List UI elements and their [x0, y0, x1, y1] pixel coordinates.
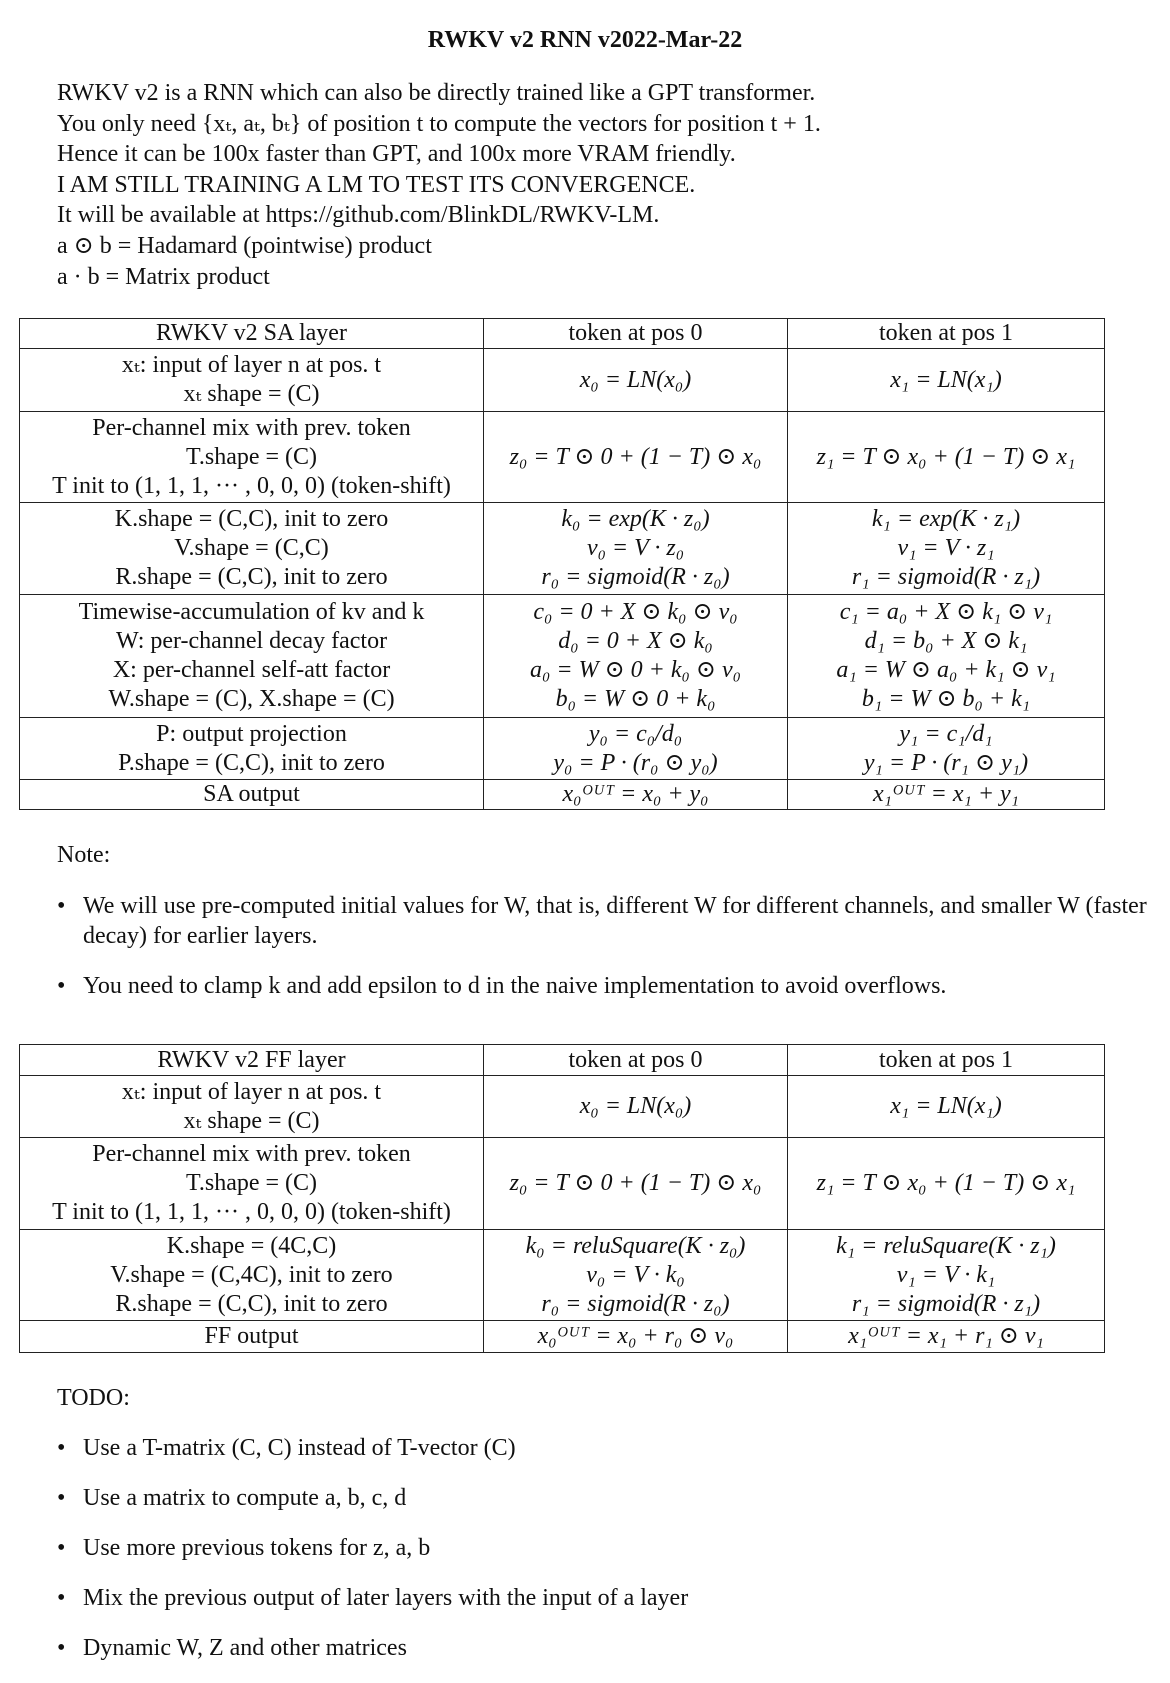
cell-text: T init to (1, 1, 1, ··· , 0, 0, 0) (token-shift): [52, 472, 451, 499]
formula-cell: [788, 412, 1105, 503]
formula: k₀ = exp(K · z₀): [561, 506, 710, 532]
description-cell: [20, 412, 484, 503]
formula-cell: [788, 349, 1105, 412]
formula: r₁ = sigmoid(R · z₁): [851, 1290, 1041, 1317]
intro-line: You only need {xₜ, aₜ, bₜ} of position t to compute the vectors for position t + 1.: [57, 110, 821, 137]
cell-text: RWKV v2 SA layer: [156, 320, 347, 346]
formula-cell: [788, 1321, 1105, 1353]
formula: x₁ = LN(x₁): [890, 1093, 1002, 1119]
cell-text: Per-channel mix with prev. token: [92, 1141, 411, 1167]
cell-text: Per-channel mix with prev. token: [92, 414, 411, 441]
table-row: [20, 1138, 1105, 1230]
table-row: [20, 718, 1105, 780]
formula: k₁ = exp(K · z₁): [871, 506, 1021, 532]
description-cell: [20, 319, 484, 349]
description-cell: [20, 718, 484, 780]
formula: v₁ = V · z₁: [897, 535, 995, 561]
cell-text: FF output: [204, 1323, 299, 1349]
intro-line: RWKV v2 is a RNN which can also be directly trained like a GPT transformer.: [57, 80, 816, 106]
formula-cell: [788, 780, 1105, 810]
formula: b₀ = W ⊙ 0 + k₀: [555, 686, 716, 712]
formula-cell: [788, 319, 1105, 349]
formula-cell: [788, 1138, 1105, 1230]
formula: y₀ = c₀/d₀: [588, 720, 683, 747]
table-row: [20, 595, 1105, 718]
formula-cell: [788, 1230, 1105, 1321]
formula-cell: [484, 780, 788, 810]
description-cell: [20, 1230, 484, 1321]
cell-text: V.shape = (C,C): [174, 535, 329, 561]
cell-text: T.shape = (C): [185, 1170, 318, 1196]
formula-cell: [788, 1045, 1105, 1076]
formula: r₁ = sigmoid(R · z₁): [851, 564, 1041, 590]
todo-label: TODO:: [57, 1385, 130, 1411]
cell-text: token at pos 1: [879, 320, 1013, 346]
formula: z₀ = T ⊙ 0 + (1 − T) ⊙ x₀: [509, 443, 762, 470]
description-cell: [20, 780, 484, 810]
formula: x₁ = LN(x₁): [890, 366, 1002, 393]
cell-text: T.shape = (C): [185, 443, 318, 470]
formula: r₀ = sigmoid(R · z₀): [541, 1290, 730, 1317]
formula: d₀ = 0 + X ⊙ k₀: [558, 628, 713, 654]
formula-cell: [484, 319, 788, 349]
formula: c₀ = 0 + X ⊙ k₀ ⊙ v₀: [533, 599, 738, 625]
cell-text: token at pos 0: [568, 1046, 703, 1073]
formula: a₁ = W ⊙ a₀ + k₁ ⊙ v₁: [836, 657, 1056, 683]
formula-cell: [484, 1230, 788, 1321]
ff-layer-table: [19, 1044, 1105, 1353]
cell-text: token at pos 0: [568, 320, 703, 346]
list-item: • Dynamic W, Z and other matrices: [57, 1633, 1157, 1663]
formula: k₁ = reluSquare(K · z₁): [836, 1232, 1056, 1259]
formula: d₁ = b₀ + X ⊙ k₁: [864, 628, 1028, 654]
cell-text: token at pos 1: [879, 1046, 1013, 1073]
document-title: RWKV v2 RNN v2022-Mar-22: [427, 27, 743, 53]
table-row: [20, 1230, 1105, 1321]
description-cell: [20, 1138, 484, 1230]
cell-text: K.shape = (C,C), init to zero: [114, 506, 389, 532]
formula-cell: [484, 503, 788, 595]
formula-cell: [788, 503, 1105, 595]
formula: x₁ᴼᵁᵀ = x₁ + r₁ ⊙ v₁: [848, 1323, 1044, 1349]
table-row: [20, 780, 1105, 810]
list-item: • Use a T-matrix (C, C) instead of T-vector (C): [57, 1433, 1157, 1463]
intro-line: It will be available at https://github.com/BlinkDL/RWKV-LM.: [57, 202, 660, 229]
formula-cell: [484, 595, 788, 718]
cell-text: T init to (1, 1, 1, ··· , 0, 0, 0) (token-shift): [52, 1199, 451, 1225]
cell-text: V.shape = (C,4C), init to zero: [110, 1261, 393, 1288]
formula: x₁ᴼᵁᵀ = x₁ + y₁: [872, 781, 1020, 807]
formula: y₁ = c₁/d₁: [899, 720, 993, 747]
list-item: • You need to clamp k and add epsilon to d in the naive implementation to avoid overflows.: [57, 971, 1157, 1001]
table-header-row: [20, 319, 1105, 349]
table-row: [20, 412, 1105, 503]
cell-text: P.shape = (C,C), init to zero: [118, 749, 385, 776]
cell-text: P: output projection: [156, 720, 347, 747]
cell-text: W: per-channel decay factor: [115, 628, 388, 654]
table-header-row: [20, 1045, 1105, 1076]
list-item: • Use more previous tokens for z, a, b: [57, 1533, 1157, 1563]
description-cell: [20, 595, 484, 718]
formula: c₁ = a₀ + X ⊙ k₁ ⊙ v₁: [839, 599, 1053, 625]
formula: y₀ = P · (r₀ ⊙ y₀): [553, 749, 718, 776]
cell-text: RWKV v2 FF layer: [157, 1046, 346, 1073]
intro-paragraph: [57, 78, 821, 292]
list-item: • We will use pre-computed initial values for W, that is, different W for different channels, and smaller W (faster decay) for earlier layers.: [57, 891, 1157, 951]
cell-text: xₜ shape = (C): [183, 381, 320, 407]
formula: x₀ᴼᵁᵀ = x₀ + y₀: [562, 781, 709, 807]
cell-text: R.shape = (C,C), init to zero: [115, 564, 388, 590]
sa-layer-table: [19, 318, 1105, 810]
formula: k₀ = reluSquare(K · z₀): [525, 1232, 746, 1259]
cell-text: X: per-channel self-att factor: [112, 657, 391, 683]
cell-text: SA output: [203, 781, 300, 807]
table-row: [20, 349, 1105, 412]
intro-line: a · b = Matrix product: [57, 263, 270, 290]
cell-text: K.shape = (4C,C): [166, 1232, 337, 1259]
formula-cell: [484, 1321, 788, 1353]
note-list: [57, 891, 1157, 1021]
formula-cell: [788, 718, 1105, 780]
table-row: [20, 503, 1105, 595]
formula: r₀ = sigmoid(R · z₀): [541, 564, 730, 590]
formula-cell: [484, 1045, 788, 1076]
formula: b₁ = W ⊙ b₀ + k₁: [861, 686, 1031, 712]
description-cell: [20, 1045, 484, 1076]
cell-text: xₜ shape = (C): [183, 1107, 320, 1134]
note-label: Note:: [57, 842, 111, 868]
formula: v₀ = V · z₀: [586, 535, 685, 561]
table-row: [20, 1321, 1105, 1353]
formula: v₀ = V · k₀: [586, 1261, 685, 1288]
formula-cell: [484, 412, 788, 503]
formula: y₁ = P · (r₁ ⊙ y₁): [863, 749, 1029, 776]
intro-line: a ⊙ b = Hadamard (pointwise) product: [57, 232, 432, 259]
description-cell: [20, 1076, 484, 1138]
todo-list: [57, 1433, 1157, 1683]
description-cell: [20, 503, 484, 595]
intro-line: Hence it can be 100x faster than GPT, and 100x more VRAM friendly.: [57, 141, 736, 168]
description-cell: [20, 349, 484, 412]
intro-line: I AM STILL TRAINING A LM TO TEST ITS CONVERGENCE.: [57, 171, 696, 198]
list-item: • Mix the previous output of later layers with the input of a layer: [57, 1583, 1157, 1613]
formula: z₁ = T ⊙ x₀ + (1 − T) ⊙ x₁: [816, 1170, 1076, 1196]
formula-cell: [788, 595, 1105, 718]
formula: x₀ᴼᵁᵀ = x₀ + r₀ ⊙ v₀: [537, 1323, 734, 1349]
formula-cell: [484, 1138, 788, 1230]
formula: x₀ = LN(x₀): [579, 1093, 692, 1119]
cell-text: xₜ: input of layer n at pos. t: [121, 1078, 382, 1105]
formula: z₁ = T ⊙ x₀ + (1 − T) ⊙ x₁: [816, 443, 1076, 470]
cell-text: W.shape = (C), X.shape = (C): [108, 686, 395, 712]
formula-cell: [788, 1076, 1105, 1138]
cell-text: xₜ: input of layer n at pos. t: [121, 352, 382, 378]
description-cell: [20, 1321, 484, 1353]
formula: a₀ = W ⊙ 0 + k₀ ⊙ v₀: [530, 657, 741, 683]
formula-cell: [484, 349, 788, 412]
formula: v₁ = V · k₁: [896, 1261, 996, 1288]
formula-cell: [484, 718, 788, 780]
cell-text: Timewise-accumulation of kv and k: [78, 599, 425, 625]
formula-cell: [484, 1076, 788, 1138]
cell-text: R.shape = (C,C), init to zero: [115, 1290, 388, 1317]
formula: z₀ = T ⊙ 0 + (1 − T) ⊙ x₀: [509, 1170, 762, 1196]
formula: x₀ = LN(x₀): [579, 366, 692, 393]
list-item: • Use a matrix to compute a, b, c, d: [57, 1483, 1157, 1513]
table-row: [20, 1076, 1105, 1138]
